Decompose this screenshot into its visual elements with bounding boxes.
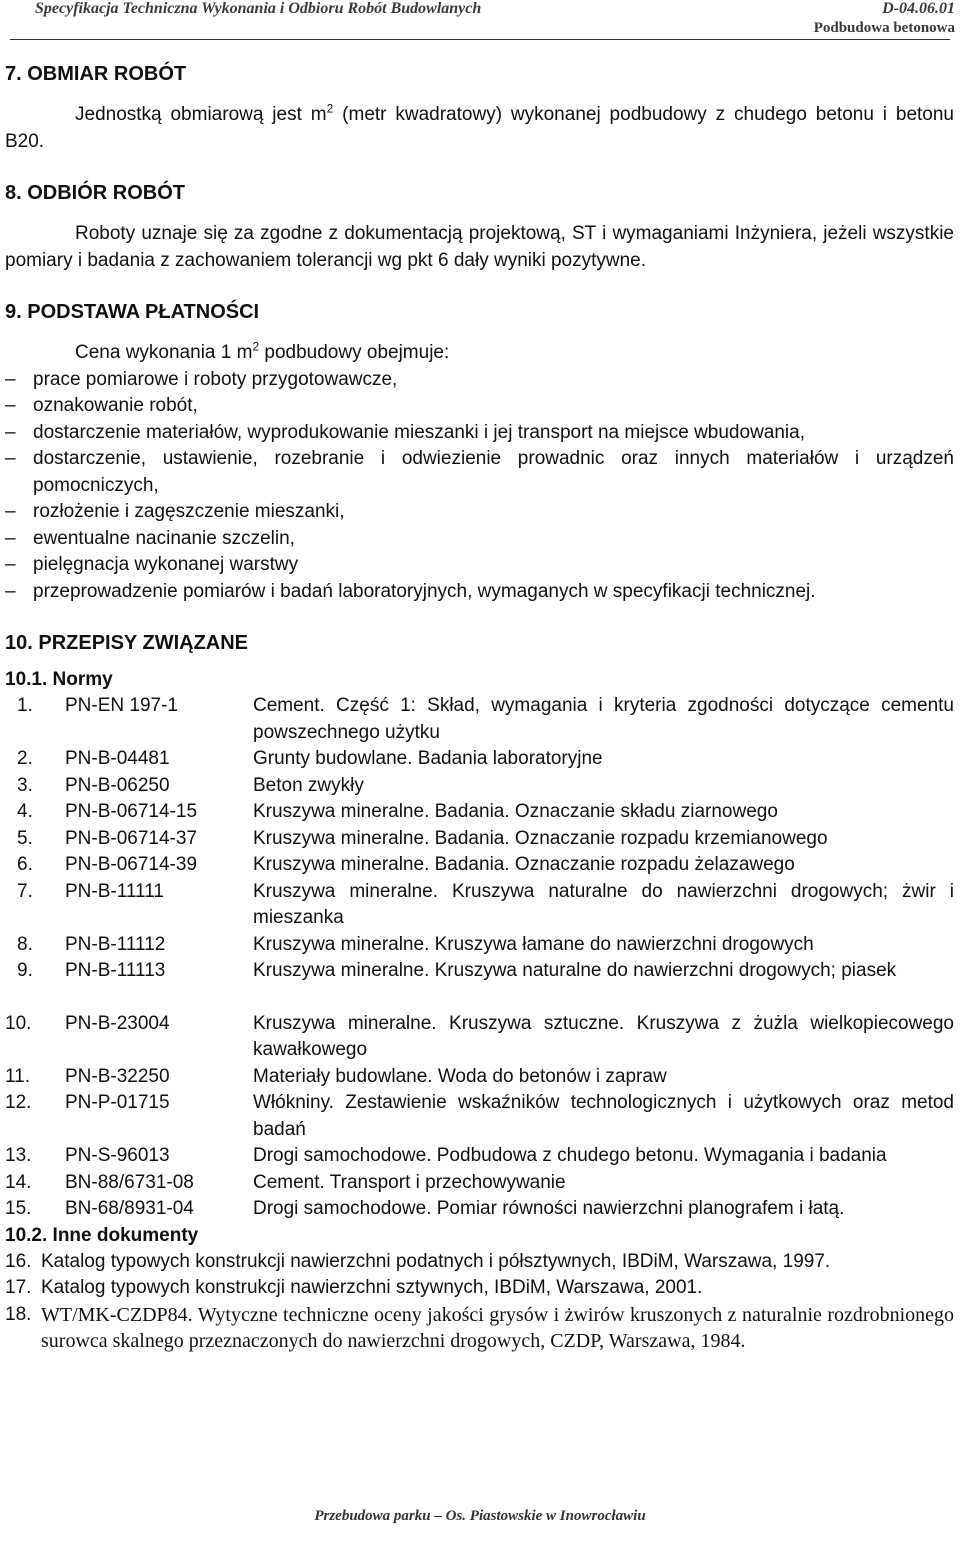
norm-row: 14. BN-88/6731-08 Cement. Transport i przechowywanie bbox=[5, 1171, 566, 1193]
norm-row: 13. PN-S-96013 Drogi samochodowe. Podbudowa z chudego betonu. Wymagania i badania bbox=[5, 1145, 887, 1166]
section-paragraph: Jednostką obmiarową jest $m^2$ (metr kwadratowy) wykonanej podbudowy z chudego betonu i betonu B20. bbox=[5, 101, 955, 152]
section-9-payment bbox=[5, 298, 954, 605]
page-header bbox=[5, 0, 955, 40]
header-spec-code: D-04.06.01 bbox=[882, 0, 955, 17]
list-item: – przeprowadzenie pomiarów i badań laboratoryjnych, wymaganych w specyfikacji technicznej. bbox=[5, 579, 954, 606]
header-spec-title: Specyfikacja Techniczna Wykonania i Odbioru Robót Budowlanych bbox=[35, 0, 482, 17]
document-row: 17. Katalog typowych konstrukcji nawierzchni sztywnych, IBDiM, Warszawa, 2001. bbox=[5, 1277, 703, 1298]
page-footer: Przebudowa parku – Os. Piastowskie w Inowrocławiu bbox=[314, 1508, 646, 1524]
norm-row: 8. PN-B-11112 Kruszywa mineralne. Kruszywa łamane do nawierzchni drogowych bbox=[17, 933, 814, 955]
list-item: – ewentualne nacinanie szczelin, bbox=[5, 526, 954, 553]
norm-row: 2. PN-B-04481 Grunty budowlane. Badania laboratoryjne bbox=[17, 748, 603, 769]
norm-row: 1. PN-EN 197-1 Cement. Część 1: Skład, wymagania i kryteria zgodności dotyczące cementu powszechnego użytku bbox=[17, 695, 954, 743]
section-title: 10. PRZEPISY ZWIĄZANE bbox=[5, 632, 249, 654]
document-body bbox=[5, 60, 954, 1355]
norm-row: 3. PN-B-06250 Beton zwykły bbox=[17, 774, 364, 796]
norm-row: 10. PN-B-23004 Kruszywa mineralne. Kruszywa sztuczne. Kruszywa z żużla wielkopiecowego kawałkowego bbox=[5, 1012, 954, 1060]
norm-row: 7. PN-B-11111 Kruszywa mineralne. Kruszywa naturalne do nawierzchni drogowych; żwir i mieszanka bbox=[17, 880, 954, 928]
list-item: – dostarczenie, ustawienie, rozebranie i odwiezienie prowadnic oraz innych materiałów i urządzeń pomocniczych, bbox=[5, 446, 954, 499]
section-title: 7. OBMIAR ROBÓT bbox=[5, 63, 187, 85]
subsection-title-norms: 10.1. Normy bbox=[5, 669, 113, 690]
section-7-measurement bbox=[5, 60, 954, 155]
header-divider bbox=[10, 39, 950, 40]
list-item: – prace pomiarowe i roboty przygotowawcze, bbox=[5, 367, 954, 394]
norm-row: 9. PN-B-11113 Kruszywa mineralne. Kruszywa naturalne do nawierzchni drogowych; piasek bbox=[17, 960, 897, 981]
norm-row: 5. PN-B-06714-37 Kruszywa mineralne. Badania. Oznaczanie rozpadu krzemianowego bbox=[17, 827, 828, 849]
subsection-title-other-docs: 10.2. Inne dokumenty bbox=[5, 1224, 199, 1246]
document-row: 16. Katalog typowych konstrukcji nawierzchni podatnych i półsztywnych, IBDiM, Warszawa, 1997. bbox=[5, 1250, 831, 1272]
list-item: – dostarczenie materiałów, wyprodukowanie mieszanki i jej transport na miejsce wbudowania, bbox=[5, 420, 954, 447]
section-8-acceptance bbox=[5, 179, 954, 274]
norm-row: 4. PN-B-06714-15 Kruszywa mineralne. Badania. Oznaczanie składu ziarnowego bbox=[17, 801, 778, 822]
section-paragraph: Roboty uznaje się za zgodne z dokumentacją projektową, ST i wymaganiami Inżyniera, jeżeli wszystkie pomiary i badania z zachowaniem tolerancji wg pkt 6 dały wyniki pozytywne. bbox=[5, 223, 954, 271]
list-item: – pielęgnacja wykonanej warstwy bbox=[5, 552, 954, 579]
header-spec-subject: Podbudowa betonowa bbox=[813, 20, 955, 36]
section-10-regulations bbox=[5, 629, 954, 1355]
norms-list bbox=[5, 693, 954, 1223]
norm-row: 15. BN-68/8931-04 Drogi samochodowe. Pomiar równości nawierzchni planografem i łatą. bbox=[5, 1198, 845, 1219]
other-documents-list bbox=[5, 1249, 954, 1355]
list-item: – oznakowanie robót, bbox=[5, 393, 954, 420]
document-row: 18. WT/MK-CZDP84. Wytyczne techniczne oceny jakości grysów i żwirów kruszonych z naturalnie rozdrobnionego surowca skalnego przeznaczonych do nawierzchni drogowych, CZDP, Warszawa, 1984. bbox=[5, 1303, 954, 1352]
payment-scope-list bbox=[5, 367, 954, 606]
section-title: 8. ODBIÓR ROBÓT bbox=[5, 182, 186, 204]
norm-row: 6. PN-B-06714-39 Kruszywa mineralne. Badania. Oznaczanie rozpadu żelazawego bbox=[17, 854, 795, 875]
section-title: 9. PODSTAWA PŁATNOŚCI bbox=[5, 301, 260, 323]
section-paragraph: Cena wykonania 1 $m^2$ podbudowy obejmuje: bbox=[75, 339, 450, 363]
list-item: – rozłożenie i zagęszczenie mieszanki, bbox=[5, 499, 954, 526]
norm-row: 11. PN-B-32250 Materiały budowlane. Woda do betonów i zapraw bbox=[5, 1065, 667, 1087]
norm-row: 12. PN-P-01715 Włókniny. Zestawienie wskaźników technologicznych i użytkowych oraz metod badań bbox=[5, 1092, 954, 1140]
